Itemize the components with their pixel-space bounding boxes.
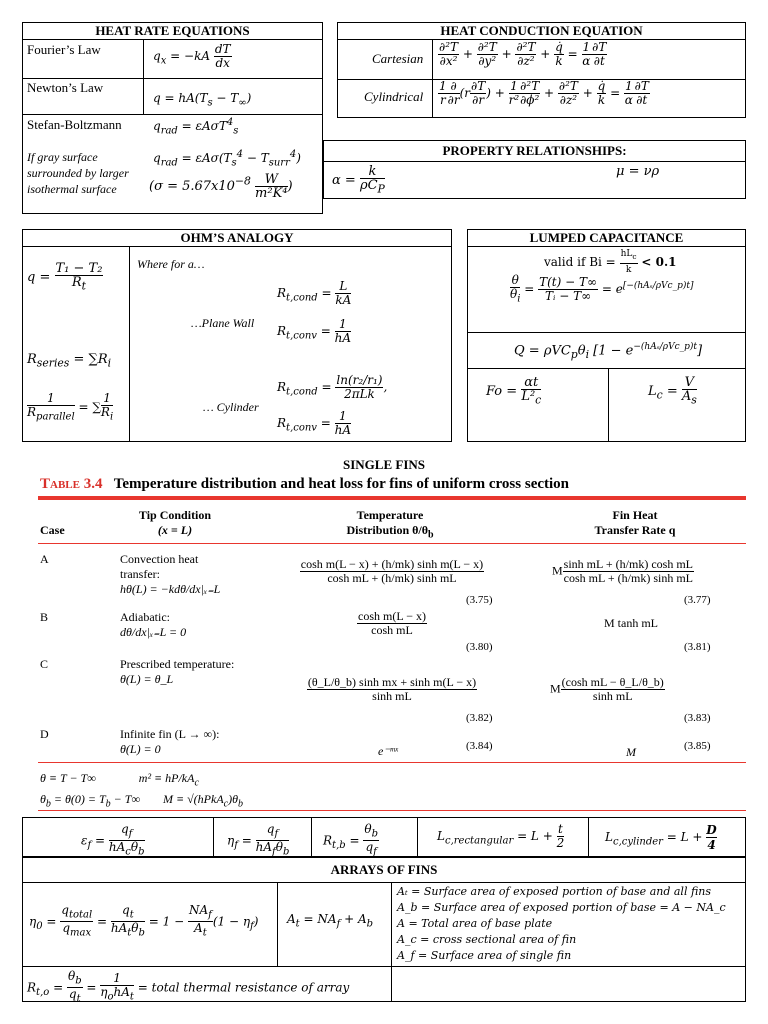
def-af: A_f = Surface area of single fin <box>397 949 572 962</box>
col-case: Case <box>40 523 65 537</box>
col-tip: Tip Condition (x = L) <box>138 508 212 537</box>
divider <box>468 368 745 369</box>
heat-rate-title: HEAT RATE EQUATIONS <box>23 23 322 40</box>
arrays-title: ARRAYS OF FINS <box>23 858 745 883</box>
eq-num-d-heat: (3.85) <box>684 740 711 752</box>
row-heat-d: M <box>626 745 636 759</box>
mu-relation: μ = νρ <box>616 164 660 179</box>
def-a: A = Total area of base plate <box>397 917 553 930</box>
plane-wall-rconv: $R_{t,conv}$ = $\frac{1}{hA}$ <box>277 317 352 345</box>
fourier-number-equation: Fo = $\frac{\alpha t}{L^2_c}$ <box>486 375 542 407</box>
row-tip-b: Adiabatic: dθ/dx|ₓ₌L = 0 <box>120 610 187 639</box>
eq-num-c-heat: (3.83) <box>684 712 711 724</box>
table-rule-end <box>38 810 746 811</box>
corrected-length-cyl: $L_{c,cylinder} = L$ + $\frac{D}{4}$ <box>605 823 717 852</box>
eq-num-a-heat: (3.77) <box>684 594 711 606</box>
divider <box>311 818 312 856</box>
divider <box>23 78 322 79</box>
cartesian-equation: $\frac{\text{∂²T}}{\text{∂x²}}$ + $\frac{\text{∂²T}}{\text{∂y²}}$ + $\frac{\text{∂²T}}{\text{∂z²}}$ + $\frac{q̇}{k}$ = $\frac{1}{\alpha}$ $\frac{\partial T}{\partial t}$ <box>439 40 607 68</box>
divider <box>588 818 589 856</box>
row-tip-d: Infinite fin (L → ∞): θ(L) = 0 <box>120 727 220 756</box>
divider <box>129 246 130 441</box>
col-heat: Fin Heat Transfer Rate q <box>594 508 676 537</box>
plane-wall-rcond: $R_{t,cond}$ = $\frac{L}{kA}$ <box>277 279 352 307</box>
ohm-title: OHM’S ANALOGY <box>23 230 451 247</box>
theta-ratio-equation: $\frac{\theta}{\theta_i}$ = $\frac{T(t) - T\infty}{\text{Tᵢ − T∞}}$ = e[−(hAₛ/ρVc_p)t] <box>510 273 694 305</box>
eq-num-b-temp: (3.80) <box>466 641 493 653</box>
eq-num-a-temp: (3.75) <box>466 594 493 606</box>
fourier-equation: $q_x = -kA$ $\frac{dT}{dx}$ <box>153 42 231 70</box>
row-temp-c: $\frac{\text{(θ\_L/θ\_b) sinh mx + sinh m(L − x)}}{\text{sinh mL}}$ <box>307 675 477 703</box>
row-heat-b: M tanh mL <box>604 616 658 630</box>
area-definitions <box>397 884 726 964</box>
row-heat-a: M $\frac{\text{sinh mL + (h/mk) cosh mL}}{\text{cosh mL + (h/mk) sinh mL}}$ <box>552 557 693 585</box>
ohm-q-equation: q = $\frac{\text{T₁ − T₂}}{R_t}$ <box>27 261 103 293</box>
divider <box>23 114 322 115</box>
cylinder-rcond: $R_{t,cond}$ = $\frac{\text{ln(r₂/r₁)}}{\text{2πLk}}$ , <box>277 373 388 401</box>
gray-surface-label: If gray surface surrounded by larger isothermal surface <box>27 150 129 196</box>
divider <box>468 332 745 333</box>
def-ab: A_b = Surface area of exposed portion of base = A − NA_c <box>397 901 726 914</box>
conduction-box <box>337 22 746 118</box>
array-resistance-equation: $R_{t,o}$ = $\frac{\theta_b}{q_t}$ = $\frac{1}{\eta_ohA_t}$ = total thermal resistance of array <box>27 969 350 1005</box>
row-heat-c: M $\frac{\text{(cosh mL − θ\_L/θ\_b)}}{\text{sinh mL}}$ <box>550 675 664 703</box>
fin-params-box <box>22 817 746 857</box>
cylindrical-equation: $\frac{1}{r}$ $\frac{\partial}{\partial r}$ (r $\frac{\partial T}{\partial r}$ ) + $\frac{1}{\text{r²}}$ $\frac{\text{∂²T}}{\text{∂ϕ²}}$ + $\frac{\text{∂²T}}{\text{∂z²}}$ + $\frac{q̇}{k}$ = $\frac{1}{\alpha}$ $\frac{\partial T}{\partial t}$ <box>439 79 649 107</box>
conduction-title: HEAT CONDUCTION EQUATION <box>338 23 745 40</box>
divider <box>143 39 144 114</box>
row-temp-a: $\frac{\text{cosh m(L − x) + (h/mk) sinh m(L − x)}}{\text{cosh mL + (h/mk) sinh mL}}$ <box>300 557 484 585</box>
Q-equation: $Q = \rho VC_p\theta_i$ $[1 - e^{-(hA_s/\rho Vc\_p)t}]$ <box>514 342 703 361</box>
stefan-label: Stefan-Boltzmann <box>27 117 122 132</box>
gray-equation: $q_{rad} = \varepsilon A\sigma(T_s^4 - T_{surr}^4)$ <box>153 149 301 169</box>
arrays-box <box>22 857 746 1005</box>
ohm-box <box>22 229 452 442</box>
cylindrical-label: Cylindrical <box>364 89 424 104</box>
series-equation: $R_{series} = \sum R_i$ <box>27 352 112 370</box>
def-ac: A_c = cross sectional area of fin <box>397 933 577 946</box>
def-at: Aₜ = Surface area of exposed portion of base and all fins <box>397 885 712 898</box>
property-title: PROPERTY RELATIONSHIPS: <box>324 141 745 162</box>
table-rule-header <box>38 543 746 544</box>
divider <box>432 39 433 117</box>
property-box <box>323 140 746 199</box>
table-caption: Table 3.4 Temperature distribution and heat loss for fins of uniform cross section <box>40 476 570 492</box>
row-tip-a: Convection heat transfer: hθ(L) = −kdθ/dx|ₓ₌L <box>120 552 221 596</box>
divider <box>391 882 392 1001</box>
fin-efficiency-equation: $\eta_f$ = $\frac{q_f}{hA_f\theta_b}$ <box>227 822 290 858</box>
divider <box>213 818 214 856</box>
newton-label: Newton’s Law <box>27 80 104 95</box>
where-label: Where for a… <box>137 257 205 271</box>
eq-num-d-temp: (3.84) <box>466 740 493 752</box>
table-rule-top <box>38 496 746 500</box>
divider <box>417 818 418 856</box>
row-temp-d: e⁻ᵐˣ <box>378 744 399 758</box>
lumped-title: LUMPED CAPACITANCE <box>468 230 745 247</box>
col-temp: Temperature Distribution $\theta/\theta_b$ <box>346 508 434 541</box>
eq-num-b-heat: (3.81) <box>684 641 711 653</box>
table-rule-bottom <box>38 762 746 763</box>
divider <box>23 966 745 967</box>
newton-equation: $q = hA(T_s - T_\infty)$ <box>153 91 252 109</box>
alpha-relation: α = $\frac{k}{\rho C_P}$ <box>332 164 385 196</box>
fin-definitions: θ ≡ T − T∞ $m^2 \equiv hP/kA_c$ $\theta_b = \theta(0) = T_b - T\infty$ $M \equiv √(hPkA_c)\theta_b$ <box>40 771 244 810</box>
row-case-b: B <box>40 610 49 624</box>
divider <box>608 368 609 441</box>
row-case-d: D <box>40 727 49 741</box>
row-temp-b: $\frac{\text{cosh m(L − x)}}{\text{cosh mL}}$ <box>358 609 426 637</box>
fourier-label: Fourier’s Law <box>27 42 101 57</box>
sigma-equation: ($\sigma = 5.67x10^{-8}$ $\frac{W}{\text{m²K⁴}}$ ) <box>149 172 293 201</box>
parallel-equation: $\frac{1}{R_{parallel}}$ = ∑ $\frac{1}{R_i}$ <box>27 391 114 423</box>
cylinder-rconv: $R_{t,conv}$ = $\frac{1}{hA}$ <box>277 409 352 437</box>
biot-validity: valid if Bi = $\frac{hL_c}{k}$ < 0.1 <box>544 249 677 275</box>
single-fins-title: SINGLE FINS <box>343 457 425 472</box>
row-tip-c: Prescribed temperature: θ(L) = θ_L <box>120 657 235 686</box>
row-case-a: A <box>40 552 49 566</box>
cylinder-label: … Cylinder <box>203 400 259 414</box>
cartesian-label: Cartesian <box>372 51 424 66</box>
fin-effectiveness-equation: $\varepsilon_f$ = $\frac{q_f}{hA_c\theta_b}$ <box>81 822 145 858</box>
characteristic-length-equation: $L_c$ = $\frac{V}{A_s}$ <box>648 375 697 407</box>
array-efficiency-equation: $\eta_0$ = $\frac{q_{total}}{q_{max}}$ = $\frac{q_t}{hA_t\theta_b}$ = 1 − $\frac{NA_f}{A_t}$ $(1 - \eta_f)$ <box>29 903 259 939</box>
lumped-box <box>467 229 746 442</box>
heat-rate-box <box>22 22 323 214</box>
corrected-length-rect: $L_{c,rectangular} = L$ + $\frac{t}{2}$ <box>437 822 565 850</box>
row-case-c: C <box>40 657 49 671</box>
fin-resistance-equation: $R_{t,b}$ = $\frac{\theta_b}{q_f}$ <box>323 822 378 858</box>
total-area-equation: $A_t = NA_f + A_b$ <box>287 912 374 930</box>
divider <box>277 882 278 966</box>
stefan-equation: $q_{rad} = \varepsilon A\sigma T^4_s$ <box>153 117 239 137</box>
plane-wall-label: …Plane Wall <box>191 316 255 330</box>
eq-num-c-temp: (3.82) <box>466 712 493 724</box>
